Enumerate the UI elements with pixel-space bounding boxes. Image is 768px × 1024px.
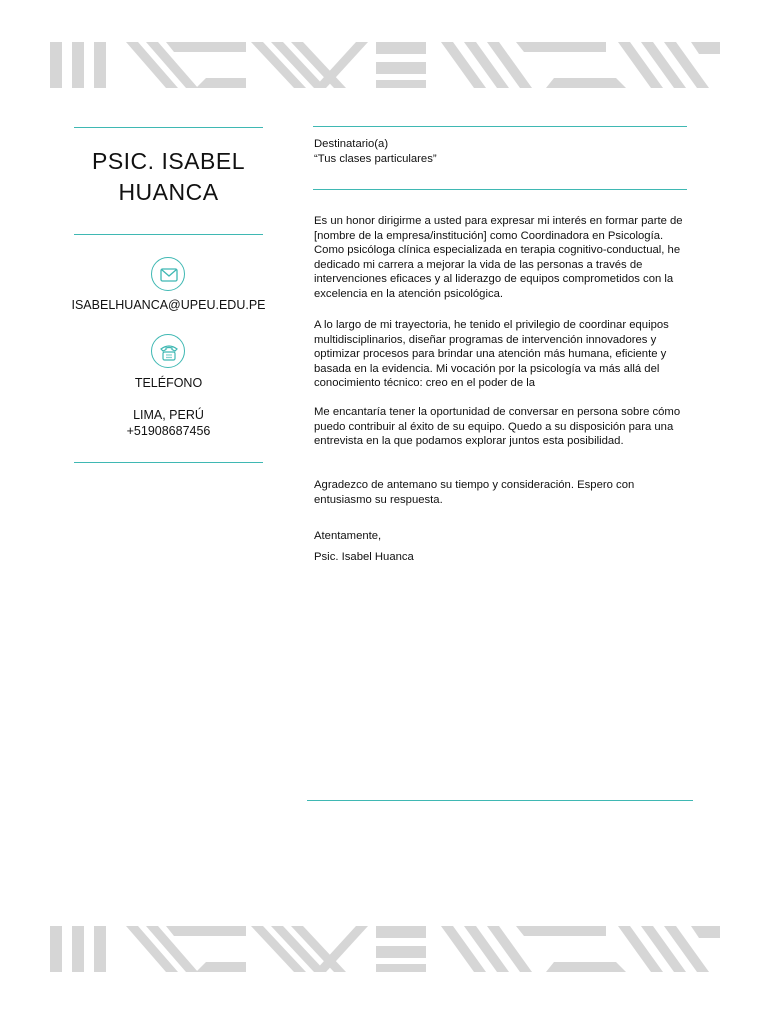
phone-number: +51908687456 [126, 424, 211, 438]
letter-paragraph-2: A lo largo de mi trayectoria, he tenido el privilegio de coordinar equipos multidisciplinarios, diseñar programas de intervención innovadores y optimizar procesos para brindar una atención más humana, eficiente y basada en la evidencia. Mi vocación por la psicología va más allá del conocimiento técnico: creo en el poder de la [314, 319, 669, 389]
letter-paragraph-3: Me encantaría tener la oportunidad de conversar en persona sobre cómo puedo contribuir al éxito de su equipo. Quedo a su disposición para una entrevista en la que podamos explorar juntos esta posibilidad. [314, 406, 681, 447]
letter-bottom-divider [307, 800, 693, 801]
letter-paragraph-4: Agradezco de antemano su tiempo y consideración. Espero con entusiasmo su respuesta. [314, 479, 635, 506]
left-name-divider [74, 234, 263, 235]
recipient-block [314, 137, 686, 166]
left-bottom-divider [74, 462, 263, 463]
recipient-top-divider [313, 126, 687, 127]
telephone-icon [151, 334, 185, 368]
letter-signature: Psic. Isabel Huanca [314, 551, 414, 563]
phone-label: TELÉFONO [134, 376, 203, 390]
location-text: LIMA, PERÚ [133, 408, 204, 422]
recipient-bottom-divider [313, 189, 687, 190]
top-decorative-pattern [46, 42, 720, 88]
stripe-pattern-top [46, 42, 720, 88]
bottom-decorative-pattern [46, 926, 720, 972]
recipient-company: “Tus clases particulares” [314, 152, 437, 165]
letter-paragraph-1: Es un honor dirigirme a usted para expresar mi interés en formar parte de [nombre de la empresa/institución] como Coordinadora en Psicología. Como psicóloga clínica especializada en terapia cognitivo-conductual, he dedicado mi carrera a mejorar la vida de las personas a través de intervenciones eficaces y al liderazgo de equipos comprometidos con la excelencia en la atención psicológica. [314, 215, 683, 300]
email-text: ISABELHUANCA@UPEU.EDU.PE [71, 298, 266, 312]
letter-closing: Atentamente, [314, 530, 382, 542]
left-top-divider [74, 127, 263, 128]
recipient-label: Destinatario(a) [314, 138, 389, 150]
envelope-icon [151, 257, 185, 291]
stripe-pattern-bottom [46, 926, 720, 972]
applicant-name: PSIC. ISABEL HUANCA [91, 148, 245, 205]
